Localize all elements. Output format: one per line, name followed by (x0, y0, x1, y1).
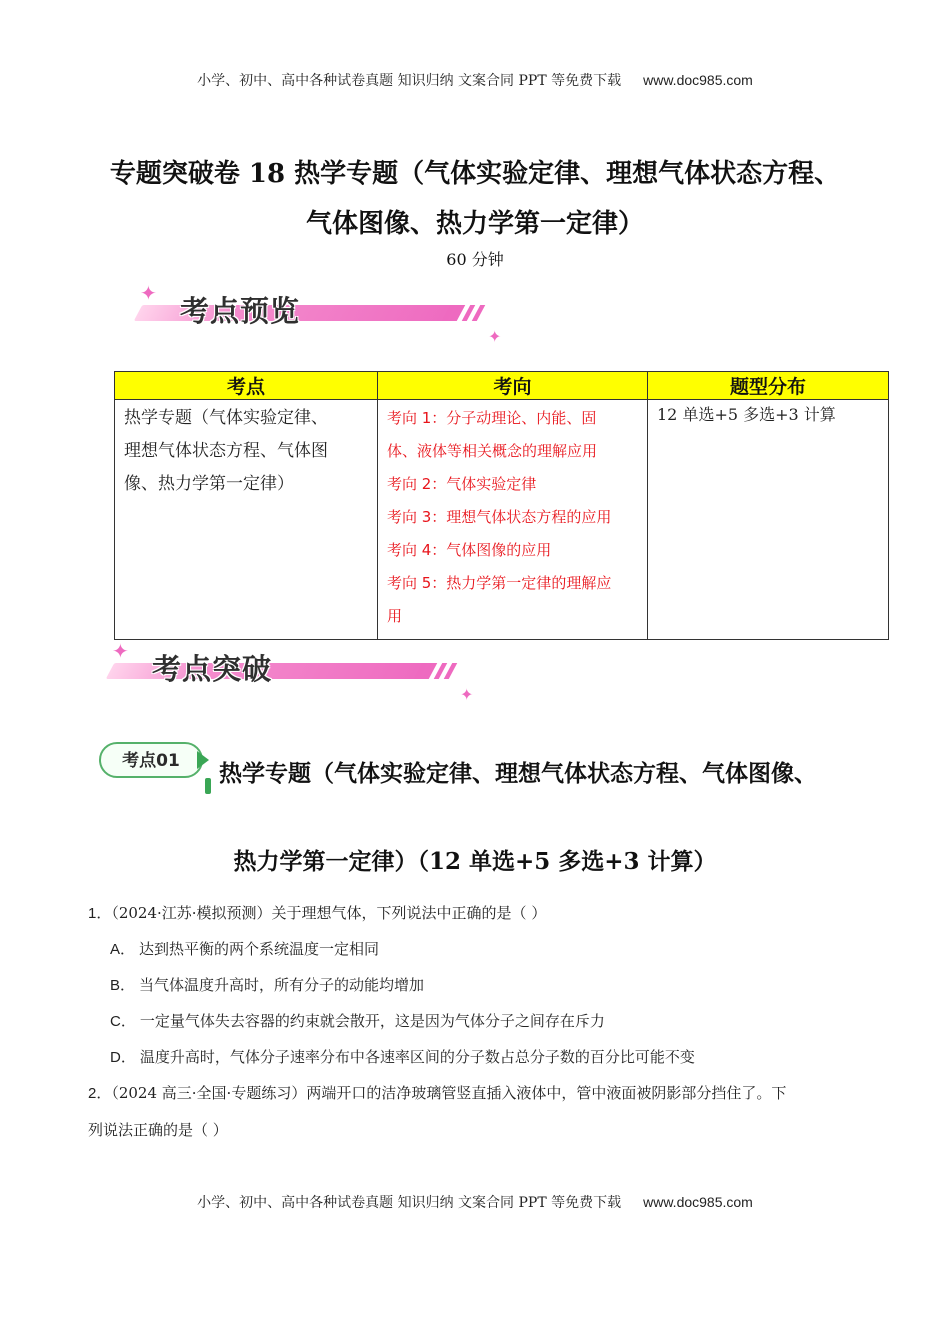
distribution-cell (648, 400, 889, 640)
topic-cell (115, 400, 378, 640)
question-number: 2． (88, 1085, 112, 1102)
page-title-line1: 专题突破卷 18 热学专题（气体实验定律、理想气体状态方程、 (109, 159, 841, 189)
sparkle-icon: ✦ (460, 685, 474, 704)
page-header (0, 70, 950, 90)
header-cell: 考向 (378, 372, 648, 400)
knowledge-point-title-line2: 热力学第一定律）（12 单选+5 多选+3 计算） (233, 848, 717, 875)
page-title-line2: 气体图像、热力学第一定律） (305, 209, 644, 239)
overview-table (114, 371, 889, 640)
question-text: （2024·江苏·模拟预测）关于理想气体，下列说法中正确的是（ ） (111, 904, 547, 922)
option-text: 达到热平衡的两个系统温度一定相同 (139, 940, 380, 958)
header-cell: 题型分布 (648, 372, 889, 400)
banner-label: 考点预览 (180, 294, 301, 328)
question-2-continued: 列说法正确的是（ ） (88, 1121, 228, 1139)
topic-line: 像、热力学第一定律） (124, 474, 294, 494)
table-header-row (115, 372, 889, 400)
option-a (110, 939, 379, 960)
question-number: 1． (88, 905, 112, 922)
option-text: 当气体温度升高时，所有分子的动能均增加 (139, 976, 425, 994)
option-label: A． (110, 941, 136, 958)
direction-line: 考向 2：气体实验定律 (387, 475, 537, 493)
section-banner-breakthrough (96, 639, 486, 704)
badge-arrow-icon (197, 751, 209, 769)
header-cell: 考点 (115, 372, 378, 400)
header-text: 小学、初中、高中各种试卷真题 知识归纳 文案合同 PPT 等免费下载 (197, 73, 622, 89)
option-label: C． (110, 1013, 136, 1030)
option-text: 温度升高时，气体分子速率分布中各速率区间的分子数占总分子数的百分比可能不变 (139, 1048, 695, 1066)
table-row (115, 400, 889, 640)
topic-line: 理想气体状态方程、气体图 (124, 441, 328, 461)
knowledge-point-title-line1: 热学专题（气体实验定律、理想气体状态方程、气体图像、 (219, 760, 817, 787)
banner-label: 考点突破 (152, 652, 273, 686)
footer-site[interactable]: www.doc985.com (643, 1194, 753, 1210)
sparkle-icon: ✦ (140, 281, 157, 305)
footer-text: 小学、初中、高中各种试卷真题 知识归纳 文案合同 PPT 等免费下载 (197, 1195, 622, 1211)
page-footer (0, 1192, 950, 1212)
option-b (110, 975, 424, 996)
direction-line: 考向 4：气体图像的应用 (387, 541, 552, 559)
directions-cell (378, 400, 648, 640)
question-1 (88, 903, 546, 924)
duration: 60 分钟 (446, 250, 504, 269)
header-site[interactable]: www.doc985.com (643, 72, 753, 88)
knowledge-point-badge: 考点01 (99, 742, 203, 778)
option-c (110, 1011, 605, 1032)
badge-marker (205, 778, 211, 794)
sparkle-icon: ✦ (488, 327, 502, 346)
question-2 (88, 1083, 786, 1104)
topic-line: 热学专题（气体实验定律、 (124, 408, 328, 428)
distribution-text: 12 单选+5 多选+3 计算 (657, 405, 836, 424)
section-banner-preview (124, 281, 514, 346)
direction-line: 用 (387, 607, 403, 625)
direction-line: 考向 3：理想气体状态方程的应用 (387, 508, 612, 526)
direction-line: 考向 1：分子动理论、内能、固 (387, 409, 597, 427)
direction-line: 体、液体等相关概念的理解应用 (387, 442, 598, 460)
option-text: 一定量气体失去容器的约束就会散开，这是因为气体分子之间存在斥力 (139, 1012, 605, 1030)
option-label: B． (110, 977, 136, 994)
option-label: D． (110, 1049, 136, 1066)
direction-line: 考向 5：热力学第一定律的理解应 (387, 574, 612, 592)
option-d (110, 1047, 695, 1068)
question-text: （2024 高三·全国·专题练习）两端开口的洁净玻璃管竖直插入液体中，管中液面被阴影部分挡住了。下 (111, 1084, 787, 1102)
sparkle-icon: ✦ (112, 639, 129, 663)
